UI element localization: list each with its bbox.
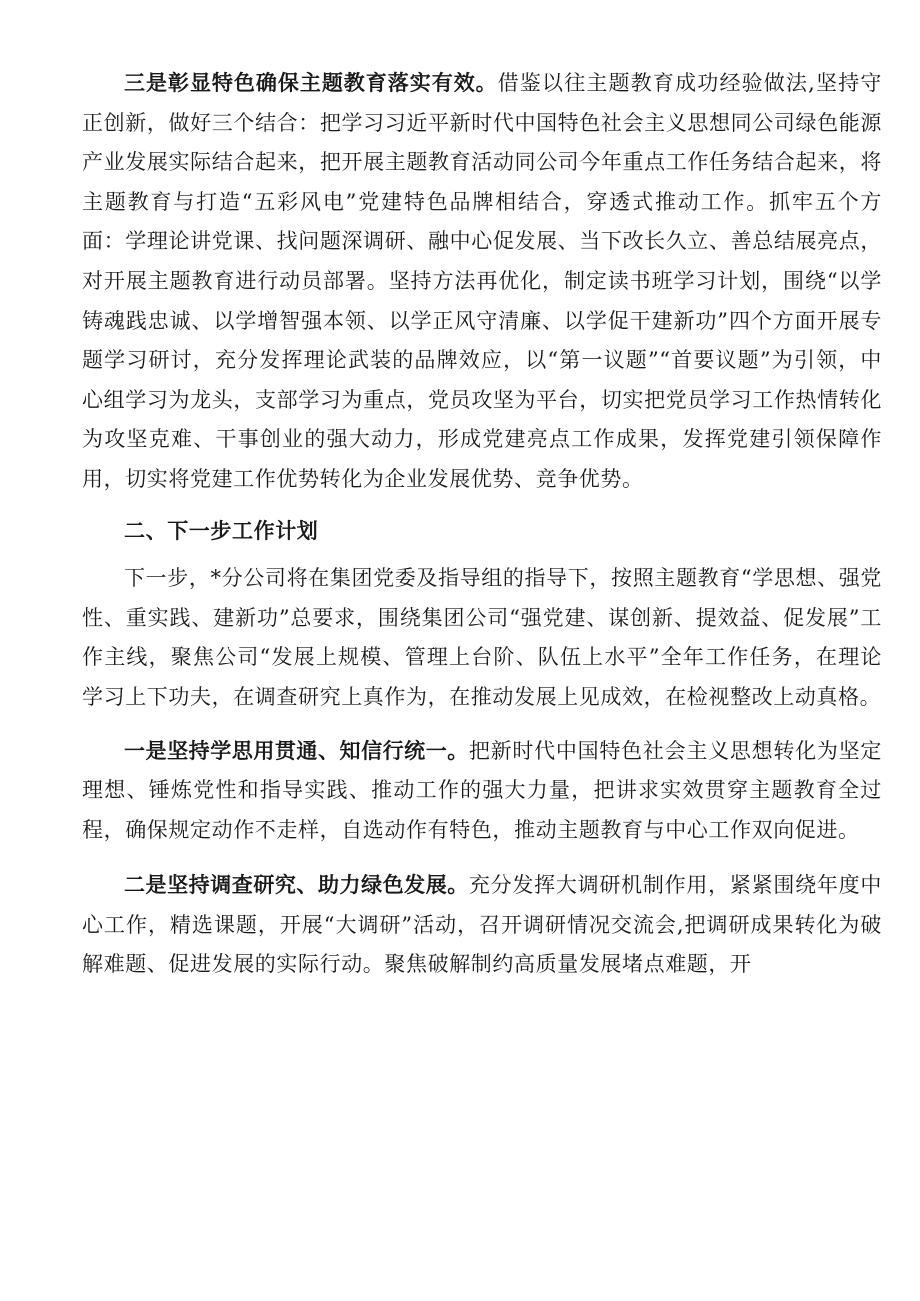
- paragraph-body: 充分发挥大调研机制作用，紧紧围绕年度中心工作，精选课题，开展“大调研”活动，召开调研情况交流会,把调研成果转化为破解难题、促进发展的实际行动。聚焦破解制约高质量发展堵点难题，开: [82, 873, 882, 977]
- paragraph-highlight-features: [82, 64, 882, 500]
- paragraph-study-thinking-practice: [82, 732, 882, 851]
- paragraph-lead: 三是彰显特色确保主题教育落实有效。: [124, 71, 498, 95]
- paragraph-body: 借鉴以往主题教育成功经验做法,坚持守正创新，做好三个结合：把学习习近平新时代中国特色社会主义思想同公司绿色能源产业发展实际结合起来，把开展主题教育活动同公司今年重点工作任务结合起来，将主题教育与打造“五彩风电”党建特色品牌相结合，穿透式推动工作。抓牢五个方面：学理论讲党课、找问题深调研、融中心促发展、当下改长久立、善总结展亮点，对开展主题教育进行动员部署。坚持方法再优化，制定读书班学习计划，围绕“以学铸魂践忠诚、以学增智强本领、以学正风守清廉、以学促干建新功”四个方面开展专题学习研讨，充分发挥理论武装的品牌效应，以“第一议题”“首要议题”为引领，中心组学习为龙头，支部学习为重点，党员攻坚为平台，切实把党员学习工作热情转化为攻坚克难、干事创业的强大动力，形成党建亮点工作成果，发挥党建引领保障作用，切实将党建工作优势转化为企业发展优势、竞争优势。: [82, 71, 882, 491]
- paragraph-investigation-research: [82, 866, 882, 985]
- section-heading-next-plan: [82, 512, 882, 552]
- section-heading-text: 二、下一步工作计划: [124, 518, 319, 543]
- paragraph-lead: 一是坚持学思用贯通、知信行统一。: [124, 738, 469, 763]
- paragraph-lead: 二是坚持调查研究、助力绿色发展。: [124, 873, 469, 898]
- paragraph-body: 下一步，*分公司将在集团党委及指导组的指导下，按照主题教育“学思想、强党性、重实践、建新功”总要求，围绕集团公司“强党建、谋创新、提效益、促发展”工作主线，聚焦公司“发展上规模、管理上台阶、队伍上水平”全年工作任务，在理论学习上下功夫，在调查研究上真作为，在推动发展上见成效，在检视整改上动真格。: [82, 566, 882, 709]
- paragraph-body: 把新时代中国特色社会主义思想转化为坚定理想、锤炼党性和指导实践、推动工作的强大力量，把讲求实效贯穿主题教育全过程，确保规定动作不走样，自选动作有特色，推动主题教育与中心工作双向促进。: [82, 738, 882, 842]
- paragraph-next-step: [82, 559, 882, 717]
- document-page: [82, 64, 882, 985]
